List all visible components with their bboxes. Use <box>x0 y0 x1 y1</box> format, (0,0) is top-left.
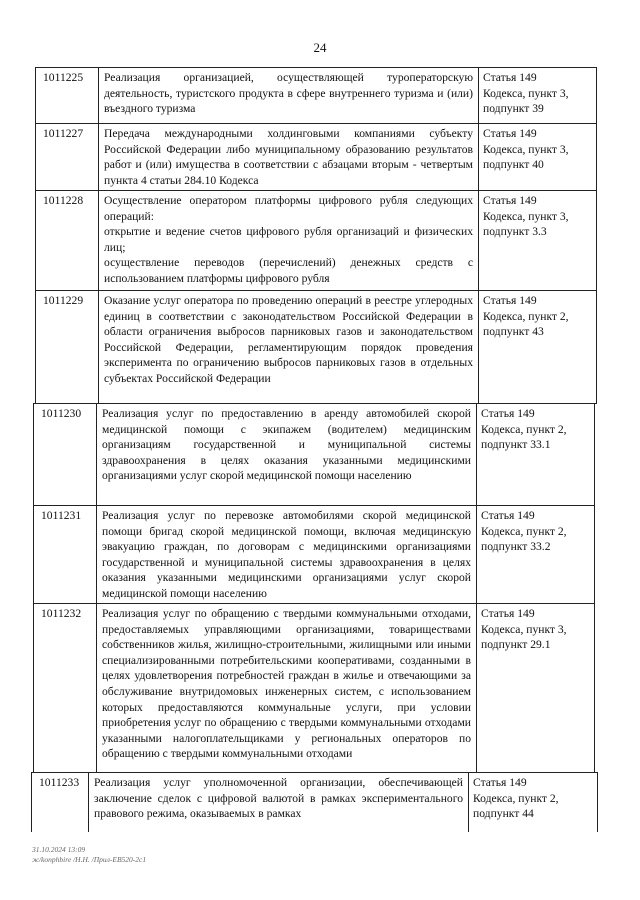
legal-reference: Статья 149 Кодекса, пункт 3, подпункт 3.3 <box>478 191 596 290</box>
table-row <box>35 123 597 191</box>
operation-code: 1011227 <box>43 127 84 140</box>
operation-code: 1011231 <box>41 509 82 522</box>
table-row <box>35 67 597 124</box>
operation-description: Оказание услуг оператора по проведению операций в реестре углеродных единиц в соответствии с законодательством Российской Федерации в области ограничения выбросов парниковых газов и законодательством Российской Федерации, регламентирующим порядок проведения эксперимента по ограничению выбросов парниковых газов в отдельных субъектах Российской Федерации <box>98 291 478 403</box>
operation-description: Реализация услуг по перевозке автомобилями скорой медицинской помощи бригад скорой медицинской помощи, включая медицинскую эвакуацию граждан, по договорам с медицинскими организациями государственной и муниципальной системы здравоохранения в целях оказания указанными медицинскими организациями услуг скорой медицинской помощи населению <box>96 506 476 603</box>
legal-reference: Статья 149 Кодекса, пункт 2, подпункт 44 <box>468 773 597 832</box>
operation-code: 1011230 <box>41 407 82 420</box>
operation-description: Осуществление оператором платформы цифрового рубля следующих операций: открытие и ведение счетов цифрового рубля организаций и физических лиц; осуществление переводов (перечислений) денежных средств с использованием платформы цифрового рубля <box>98 191 478 290</box>
table-row <box>33 603 595 773</box>
legal-reference: Статья 149 Кодекса, пункт 2, подпункт 33.1 <box>476 404 594 505</box>
table-row <box>31 772 598 832</box>
table-row <box>35 290 597 404</box>
operation-description: Реализация организацией, осуществляющей туроператорскую деятельность, туристского продукта в сфере внутреннего туризма и (или) въездного туризма <box>98 68 478 123</box>
operation-description: Реализация услуг по обращению с твердыми коммунальными отходами, предоставляемых управляющими организациями, товариществами собственников жилья, жилищно-строительными, жилищными или иными специализированными потребительскими кооперативами, созданными в целях удовлетворения потребностей граждан в жилье и отвечающими за обслуживание внутридомовых инженерных систем, с использованием которых предоставляются коммунальные услуги, при условии приобретения услуг по обращению с твердыми коммунальными отходами указанными налогоплательщиками у региональных операторов по обращению с твердыми коммунальными отходами <box>96 604 476 772</box>
document-footer <box>32 845 146 865</box>
legal-reference: Статья 149 Кодекса, пункт 2, подпункт 43 <box>478 291 596 403</box>
legal-reference: Статья 149 Кодекса, пункт 2, подпункт 33.2 <box>476 506 594 603</box>
operation-code: 1011225 <box>43 71 84 84</box>
table-row <box>33 403 595 506</box>
footer-author: ж/konphbire /Н.Н. /Прил-ЕВ520-2с1 <box>32 855 147 864</box>
page-number: 24 <box>313 40 327 55</box>
legal-reference: Статья 149 Кодекса, пункт 3, подпункт 39 <box>478 68 596 123</box>
table-row <box>35 190 597 291</box>
operation-description: Реализация услуг уполномоченной организации, обеспечивающей заключение сделок с цифровой валютой в рамках экспериментального правового режима, оказываемых в рамках <box>88 773 468 832</box>
table-row <box>33 505 595 604</box>
footer-timestamp: 31.10.2024 13:09 <box>32 845 86 854</box>
operation-code: 1011233 <box>39 776 80 789</box>
operation-code: 1011229 <box>43 294 84 307</box>
operation-code: 1011232 <box>41 607 82 620</box>
operation-code: 1011228 <box>43 194 84 207</box>
legal-reference: Статья 149 Кодекса, пункт 3, подпункт 29.1 <box>476 604 594 772</box>
operation-description: Реализация услуг по предоставлению в аренду автомобилей скорой медицинской помощи с экипажем (водителем) медицинским организациям государственной и муниципальной системы здравоохранения в целях оказания указанными медицинскими организациями услуг скорой медицинской помощи населению <box>96 404 476 505</box>
legal-reference: Статья 149 Кодекса, пункт 3, подпункт 40 <box>478 124 596 190</box>
operation-description: Передача международными холдинговыми компаниями субъекту Российской Федерации либо муниципальному образованию результатов работ и (или) имущества в соответствии с абзацами вторым - четвертым пункта 4 статьи 284.10 Кодекса <box>98 124 478 190</box>
